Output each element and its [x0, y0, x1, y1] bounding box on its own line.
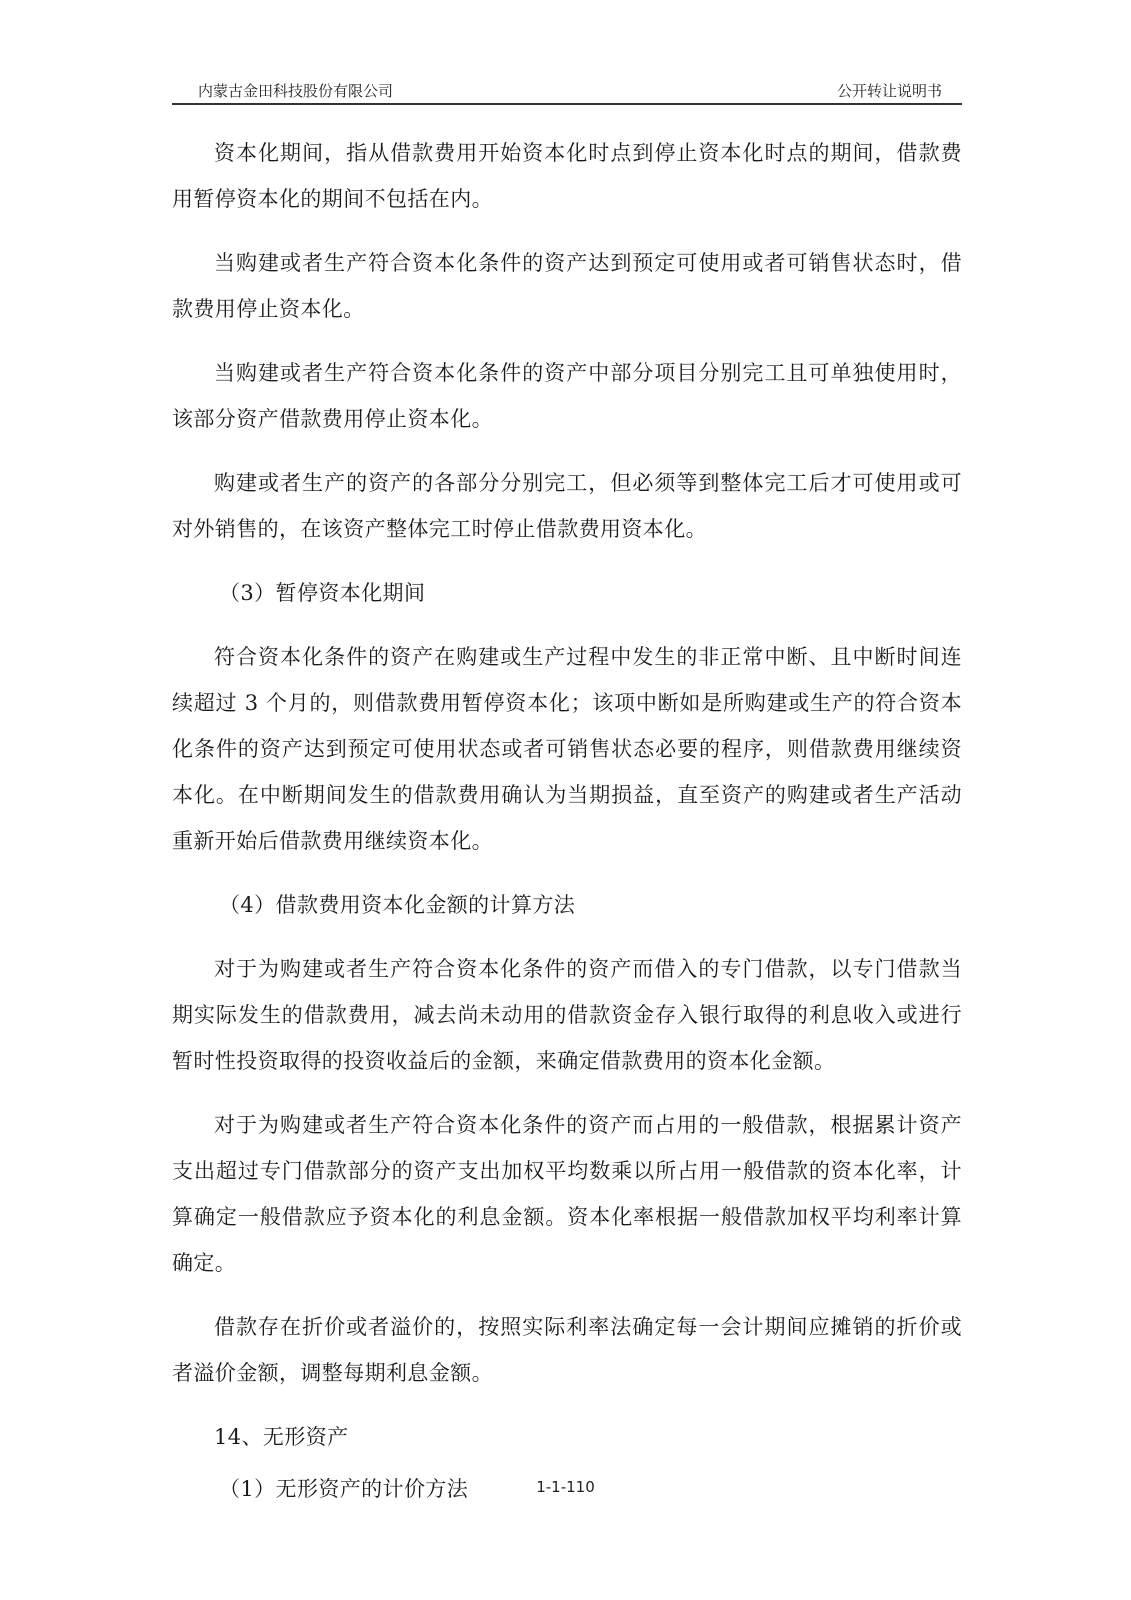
paragraph-partial-completion: 当购建或者生产符合资本化条件的资产中部分项目分别完工且可单独使用时，该部分资产借款费用停止资本化。	[172, 361, 962, 431]
heading-intangible-assets: 14、无形资产	[214, 1425, 349, 1449]
paragraph-discount-premium: 借款存在折价或者溢价的，按照实际利率法确定每一会计期间应摊销的折价或者溢价金额，调整每期利息金额。	[172, 1315, 962, 1385]
heading-calculation-method: （4）借款费用资本化金额的计算方法	[219, 893, 576, 917]
heading-valuation-method: （1）无形资产的计价方法	[219, 1477, 469, 1501]
paragraph-overall-completion: 购建或者生产的资产的各部分分别完工，但必须等到整体完工后才可使用或可对外销售的，在该资产整体完工时停止借款费用资本化。	[172, 471, 962, 541]
paragraph-general-borrowing: 对于为购建或者生产符合资本化条件的资产而占用的一般借款，根据累计资产支出超过专门借款部分的资产支出加权平均数乘以所占用一般借款的资本化率，计算确定一般借款应予资本化的利息金额。资本化率根据一般借款加权平均利率计算确定。	[172, 1113, 962, 1275]
header-company-name: 内蒙古金田科技股份有限公司	[198, 82, 394, 100]
header-divider	[172, 103, 962, 105]
page-number: 1-1-110	[536, 1478, 595, 1496]
heading-suspension-period: （3）暂停资本化期间	[219, 581, 426, 605]
paragraph-suspension-rules: 符合资本化条件的资产在购建或生产过程中发生的非正常中断、且中断时间连续超过 3 个月的，则借款费用暂停资本化；该项中断如是所购建或生产的符合资本化条件的资产达到预定可使用状态或者可销售状态必要的程序，则借款费用继续资本化。在中断期间发生的借款费用确认为当期损益，直至资产的购建或者生产活动重新开始后借款费用继续资本化。	[172, 645, 962, 853]
paragraph-capitalization-period: 资本化期间，指从借款费用开始资本化时点到停止资本化时点的期间，借款费用暂停资本化的期间不包括在内。	[172, 141, 962, 211]
paragraph-stop-capitalization: 当购建或者生产符合资本化条件的资产达到预定可使用或者可销售状态时，借款费用停止资本化。	[172, 251, 962, 321]
page-header	[172, 78, 962, 102]
paragraph-specific-borrowing: 对于为购建或者生产符合资本化条件的资产而借入的专门借款，以专门借款当期实际发生的借款费用，减去尚未动用的借款资金存入银行取得的利息收入或进行暂时性投资取得的投资收益后的金额，来确定借款费用的资本化金额。	[172, 957, 962, 1073]
header-document-type: 公开转让说明书	[836, 82, 942, 100]
document-body	[172, 130, 962, 1530]
